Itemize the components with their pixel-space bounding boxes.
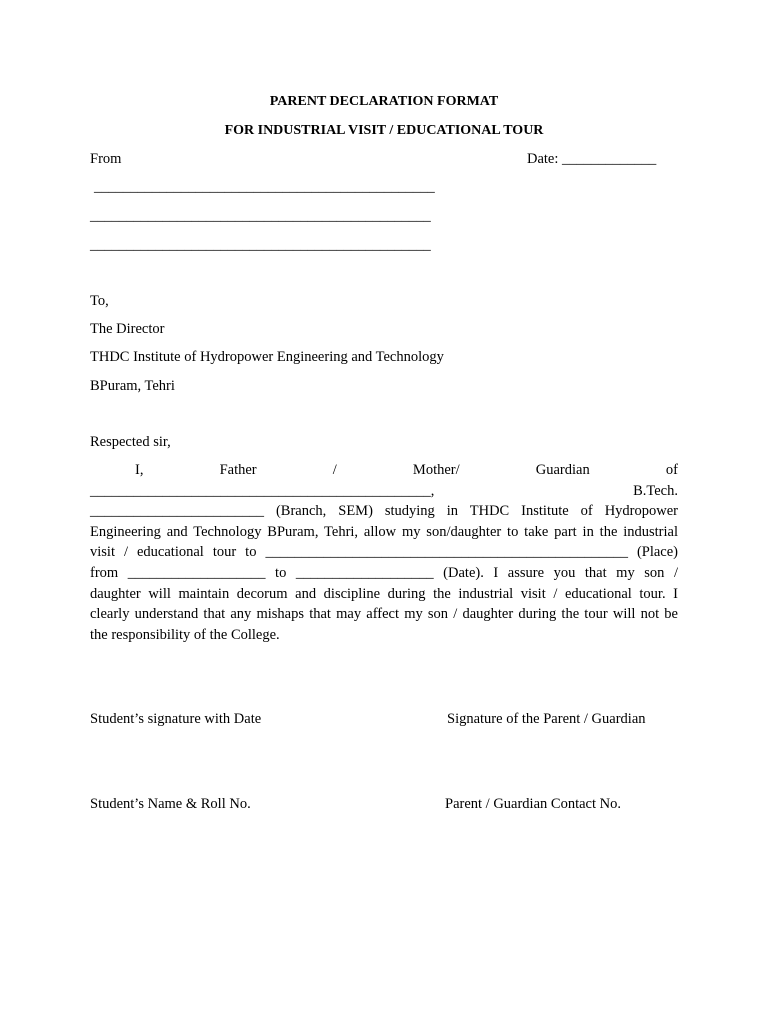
body-line-4: Engineering and Technology BPuram, Tehri, allow my son/daughter to take part in the industrial	[90, 523, 678, 540]
from-address-line-1: _______________________________________________	[94, 179, 435, 195]
from-address-line-3: _______________________________________________	[90, 237, 431, 253]
institute-name: THDC Institute of Hydropower Engineering and Technology	[90, 349, 444, 365]
parent-signature-label: Signature of the Parent / Guardian	[447, 711, 646, 727]
student-name-blank: _______________________________________________,	[90, 482, 435, 499]
body-word: /	[332, 462, 337, 478]
to-label: To,	[90, 293, 109, 309]
salutation: Respected sir,	[90, 434, 171, 450]
body-word: Father	[219, 462, 257, 478]
body-word: Guardian	[535, 462, 590, 478]
student-signature-label: Student’s signature with Date	[90, 711, 262, 727]
body-line-2	[90, 481, 678, 502]
body-word: I,	[135, 462, 144, 478]
body-line-8: clearly understand that any mishaps that may affect my son / daughter during the tour will not be	[90, 606, 678, 623]
recipient: The Director	[90, 321, 165, 337]
institute-location: BPuram, Tehri	[90, 378, 175, 394]
body-word: Mother/	[412, 462, 460, 478]
student-name-label: Student’s Name & Roll No.	[90, 796, 251, 812]
course-label: B.Tech.	[633, 482, 678, 499]
body-line-1	[90, 460, 678, 481]
parent-contact-label: Parent / Guardian Contact No.	[445, 796, 621, 812]
body-line-9: the responsibility of the College.	[90, 626, 280, 643]
body-line-6: from ___________________ to ___________________ (Date). I assure you that my son /	[90, 564, 678, 581]
date-field: Date: _____________	[527, 151, 657, 167]
body-line-5: visit / educational tour to __________________________________________________ (Place)	[90, 544, 678, 561]
body-line-3: ________________________ (Branch, SEM) studying in THDC Institute of Hydropower	[90, 503, 678, 520]
body-line-7: daughter will maintain decorum and discipline during the industrial visit / educational tour. I	[90, 585, 678, 602]
from-address-line-2: _______________________________________________	[90, 208, 431, 224]
document-title: PARENT DECLARATION FORMAT	[269, 94, 499, 109]
declaration-body	[90, 460, 678, 645]
from-label: From	[90, 151, 122, 167]
document-subtitle: FOR INDUSTRIAL VISIT / EDUCATIONAL TOUR	[224, 123, 544, 138]
body-word: of	[665, 462, 678, 478]
